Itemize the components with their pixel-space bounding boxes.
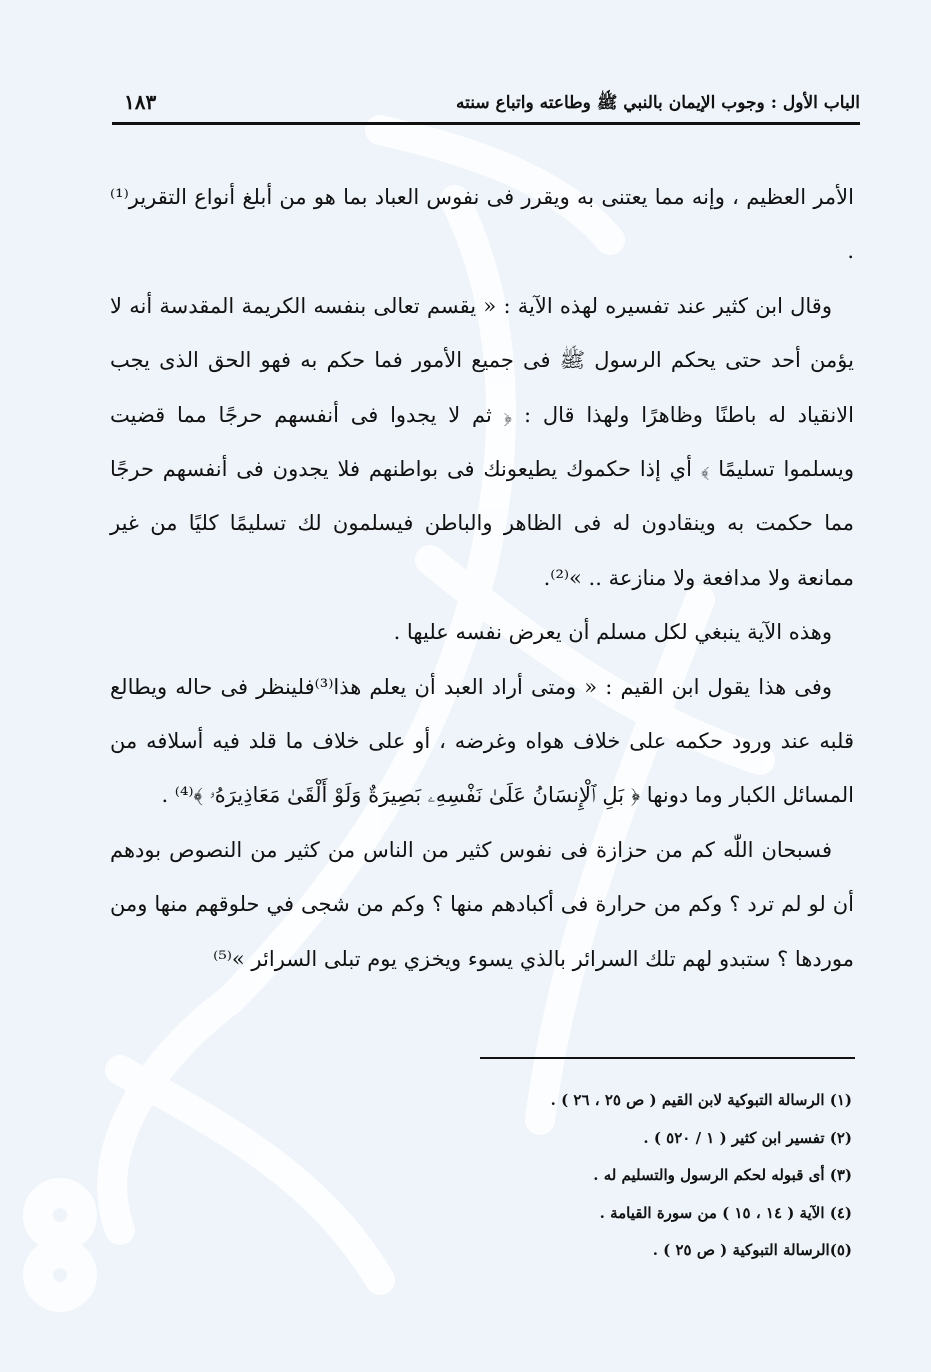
paragraph: وقال ابن كثير عند تفسيره لهذه الآية : « يقسم تعالى بنفسه الكريمة المقدسة أنه لا يؤمن أحد حتى يحكم الرسول ﷺ فى جميع الأمور فما حكم به فهو الحق الذى يجب الانقياد له باطنًا وظاهرًا ولهذا قال : ﴿ ثم لا يجدوا فى أنفسهم حرجًا مما قضيت ويسلموا تسليمًا ﴾ أي إذا حكموك يطيعونك فى بواطنهم فلا يجدون فى أنفسهم حرجًا مما حكمت به وينقادون له فى الظاهر والباطن فيسلمون لك تسليمًا كليًا من غير ممانعة ولا مدافعة ولا منازعة .. »⁽²⁾. [110, 293, 854, 590]
footnote: (٥)الرسالة التبوكية ( ص ٢٥ ) . [652, 1241, 852, 1260]
paragraph: الأمر العظيم ، وإنه مما يعتنى به ويقرر فى نفوس العباد بما هو من أبلغ أنواع التقرير⁽¹⁾ . [110, 185, 854, 264]
footnote-divider [480, 1057, 855, 1059]
footnotes [200, 1082, 852, 1270]
paragraph: فسبحان اللّٰه كم من حزازة فى نفوس كثير من الناس من كثير من النصوص بودهم أن لو لم ترد ؟ وكم من حرارة فى أكبادهم منها ؟ وكم من شجى في حلوقهم منها ومن موردها ؟ ستبدو لهم تلك السرائر بالذي يسوء ويخزي يوم تبلى السرائر »⁽⁵⁾ [110, 837, 854, 971]
footnote: (٣) أى قبوله لحكم الرسول والتسليم له . [593, 1166, 852, 1185]
page-number: ١٨٣ [124, 90, 157, 114]
paragraph: وفى هذا يقول ابن القيم : « ومتى أراد العبد أن يعلم هذا⁽³⁾فلينظر فى حاله ويطالع قلبه عند ورود حكمه على خلاف هواه وغرضه ، أو على خلاف ما قلد فيه أسلافه من المسائل الكبار وما دونها ﴿ بَلِ ٱلْإِنسَانُ عَلَىٰ نَفْسِهِۦ بَصِيرَةٌ وَلَوْ أَلْقَىٰ مَعَاذِيرَهُۥ ﴾⁽⁴⁾ . [110, 674, 854, 808]
paragraph: وهذه الآية ينبغي لكل مسلم أن يعرض نفسه عليها . [393, 620, 832, 645]
footnote: (١) الرسالة التبوكية لابن القيم ( ص ٢٥ ، ٢٦ ) . [550, 1091, 852, 1109]
main-text [110, 170, 854, 986]
footnote: (٢) تفسير ابن كثير ( ١ / ٥٢٠ ) . [643, 1128, 852, 1147]
footnote: (٤) الآية ( ١٤ ، ١٥ ) من سورة القيامة . [599, 1203, 852, 1222]
chapter-title: الباب الأول : وجوب الإيمان بالنبي ﷺ وطاعته واتباع سنته [456, 93, 860, 113]
page-header [112, 88, 860, 125]
